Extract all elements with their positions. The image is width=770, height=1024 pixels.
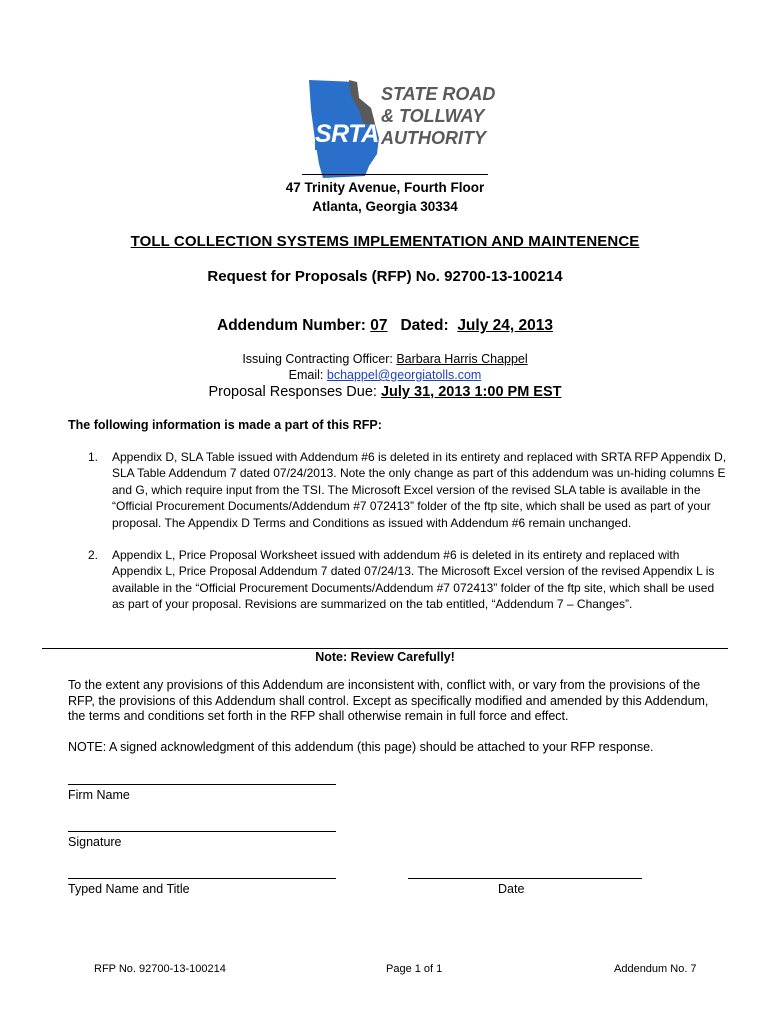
- dated-label: Dated:: [400, 317, 453, 334]
- note-heading: Note: Review Carefully!: [315, 650, 455, 664]
- logo-divider: [302, 174, 488, 175]
- address-line1: 47 Trinity Avenue, Fourth Floor: [285, 180, 485, 195]
- logo-line3: AUTHORITY: [381, 128, 486, 148]
- officer-label: Issuing Contracting Officer:: [242, 352, 397, 366]
- typed-name-label: Typed Name and Title: [68, 882, 190, 896]
- due-value: July 31, 2013 1:00 PM EST: [380, 384, 562, 400]
- list-item-text: Appendix D, SLA Table issued with Addendum #6 is deleted in its entirety and replaced with SRTA RFP Appendix D, SLA Table Addendum 7 dated 07/24/2013. Note the only change as part of this addendum was un-hiding columns E and G, which require input from the TSI. The Microsoft Excel version of the revised SLA table is available in the “Official Procurement Documents/Addendum #7 072413” folder of the ftp site, which shall be used as part of your proposal. The Appendix D Terms and Conditions as issued with Addendum #6 remain unchanged.: [112, 450, 727, 530]
- email-label: Email:: [288, 368, 327, 382]
- footer-center: Page 1 of 1: [386, 963, 443, 975]
- list-item-number: 1.: [88, 450, 99, 464]
- intro-text: The following information is made a part of this RFP:: [68, 418, 382, 432]
- logo-abbrev: SRTA: [315, 120, 379, 148]
- dated-value: July 24, 2013: [457, 317, 553, 334]
- footer-right: Addendum No. 7: [614, 963, 697, 975]
- officer-name: Barbara Harris Chappel: [396, 352, 528, 366]
- logo-line1: STATE ROAD: [381, 84, 496, 104]
- contracting-officer: [0, 351, 770, 383]
- footer-left: RFP No. 92700-13-100214: [94, 963, 226, 975]
- signature-label: Signature: [68, 835, 122, 849]
- srta-logo: [305, 80, 515, 180]
- addendum-number: 07: [370, 317, 388, 334]
- addendum-label: Addendum Number:: [217, 317, 371, 334]
- date-label: Date: [498, 882, 525, 896]
- logo-line2: & TOLLWAY: [381, 106, 485, 126]
- section-divider: [42, 648, 728, 649]
- note-paragraph: To the extent any provisions of this Addendum are inconsistent with, conflict with, or vary from the provisions of the RFP, the provisions of this Addendum shall control. Except as specifically modified and amended by this Addendum, the terms and conditions set forth in the RFP shall otherwise remain in full force and effect.: [68, 678, 709, 723]
- list-item: [88, 547, 728, 613]
- officer-email-link[interactable]: bchappel@georgiatolls.com: [326, 368, 482, 382]
- firm-name-line[interactable]: [68, 784, 336, 785]
- list-item-text: Appendix L, Price Proposal Worksheet issued with addendum #6 is deleted in its entirety and replaced with Appendix L, Price Proposal Addendum 7 dated 07/24/13. The Microsoft Excel version of the revised Appendix L is available in the “Official Procurement Documents/Addendum #7 072413” folder of the ftp site, which shall be used as part of your proposal. Revisions are summarized on the tab entitled, “Addendum 7 – Changes”.: [112, 548, 715, 612]
- list-item: [88, 449, 728, 531]
- due-label: Proposal Responses Due:: [208, 384, 381, 400]
- document-title: TOLL COLLECTION SYSTEMS IMPLEMENTATION AND MAINTENENCE: [130, 233, 640, 250]
- proposal-due: [0, 384, 770, 400]
- rfp-number: Request for Proposals (RFP) No. 92700-13-100214: [207, 268, 563, 285]
- addendum-line: [0, 317, 770, 335]
- signature-line[interactable]: [68, 831, 336, 832]
- acknowledgment-note: NOTE: A signed acknowledgment of this addendum (this page) should be attached to your RFP response.: [68, 740, 654, 754]
- address: [0, 178, 770, 216]
- address-line2: Atlanta, Georgia 30334: [312, 199, 458, 214]
- list-item-number: 2.: [88, 548, 99, 562]
- date-line[interactable]: [408, 878, 642, 879]
- firm-name-label: Firm Name: [68, 788, 130, 802]
- typed-name-line[interactable]: [68, 878, 336, 879]
